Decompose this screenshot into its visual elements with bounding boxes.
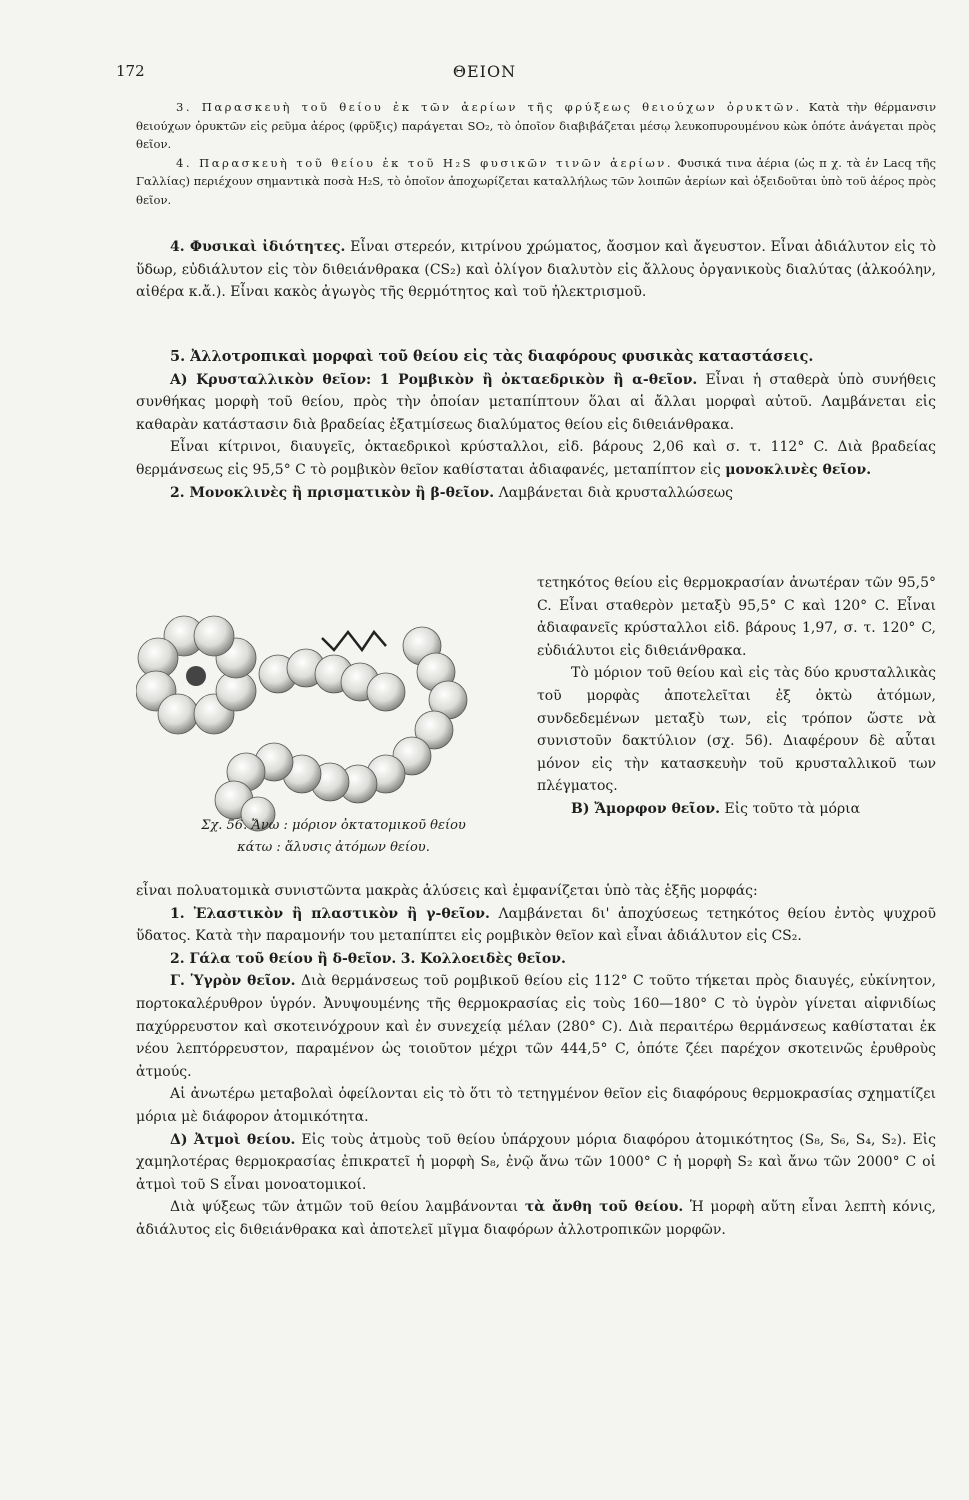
- amorphous-label: Β) Ἄμορφον θεῖον.: [571, 800, 721, 817]
- s8-ring-model: [136, 616, 256, 734]
- monoclinic-column: [537, 572, 936, 821]
- molecule-structure-text: Τὸ μόριον τοῦ θείου καὶ εἰς τὰς δύο κρυσταλλικὰς τοῦ μορφὰς ἀποτελεῖται ἐξ ὀκτὼ ἀτόμων, συνδεδεμένων μεταξὺ των, εἰς τρόπον ὥστε νὰ συνιστοῦν δακτύλιον (σχ. 56). Διαφέρουν δὲ αὗται μόνον εἰς τὴν κατασκευὴν τοῦ κρυσταλλικοῦ των πλέγματος.: [537, 665, 936, 795]
- page-header: [0, 62, 969, 86]
- milk-of-sulfur-label: 2. Γάλα τοῦ θείου ἢ δ-θεῖον.: [170, 950, 397, 967]
- rhombic-paragraph: [136, 369, 936, 437]
- monoclinic-label: 2. Μονοκλινὲς ἢ πρισματικὸν ἢ β-θεῖον.: [170, 484, 495, 501]
- method-3-text: Κατὰ τὴν θέρμανσιν θειούχων ὀρυκτῶν εἰς ρεῦμα ἀέρος (φρῦξις) παράγεται SO₂, τὸ ὁποῖον διαβιβάζεται μέσῳ λευκοπυρουμένου κὼκ ὁπότε ἀνάγεται πρὸς θεῖον.: [136, 100, 937, 151]
- method-4-text: Φυσικά τινα ἀέρια (ὡς π χ. τὰ ἐν Lacq τῆς Γαλλίας) περιέχουν σημαντικὰ ποσὰ H₂S, τὸ ὁποῖον ἀποχωρίζεται καταλλήλως τῶν λοιπῶν ἀερίων καὶ ὀξειδοῦται ὑπὸ τοῦ ἀέρος πρὸς θεῖον.: [136, 155, 937, 207]
- elastic-sulfur-text: Λαμβάνεται δι' ἀποχύσεως τετηκότος θείου ἐντὸς ψυχροῦ ὕδατος. Κατὰ τὴν παραμονήν του μεταπίπτει εἰς ρομβικὸν θεῖον καὶ εἶναι ἀδιάλυτον εἰς CS₂.: [136, 905, 936, 945]
- method-4: [136, 154, 936, 210]
- colloidal-sulfur-label: 3. Κολλοειδὲς θεῖον.: [400, 950, 566, 967]
- liquid-sulfur-text: Διὰ θερμάνσεως τοῦ ρομβικοῦ θείου εἰς 112° C τοῦτο τήκεται πρὸς διαυγές, εὐκίνητον, πορτοκαλέρυθρον ὑγρόν. Ἀνυψουμένης τῆς θερμοκρασίας εἰς τοὺς 160—180° C τὸ ὑγρὸν γίνεται αἰφνιδίως παχύρρευστον καὶ σκοτεινόχρουν καὶ ἐν συνεχείᾳ μέλαν (280° C). Διὰ περαιτέρω θερμάνσεως καθίσταται ἐκ νέου λεπτόρρευστον, παραμένον ὡς τοιοῦτον μέχρι τῶν 444,5° C, ὁπότε ζέει παρέχον σκοτεινῶς ἐρυθροὺς ἀτμούς.: [136, 973, 937, 1080]
- figure-caption-line-1: Σχ. 56. Ἄνω : μόριον ὀκτατομικοῦ θείου: [201, 818, 466, 833]
- allotropes-lower: [136, 880, 936, 1242]
- elastic-sulfur-paragraph: [136, 903, 936, 948]
- monoclinic-heading-line: [136, 482, 936, 505]
- physical-properties: [136, 236, 936, 304]
- method-3-label: 3. Παρασκευὴ τοῦ θείου ἐκ τῶν ἀερίων τῆς φρύξεως θειούχων ὀρυκτῶν.: [176, 100, 802, 114]
- rhombic-label: Α) Κρυσταλλικὸν θεῖον: 1 Ρομβικὸν ἢ ὀκταεδρικὸν ἢ α-θεῖον.: [170, 371, 698, 388]
- liquid-sulfur-label: Γ. Ὑγρὸν θεῖον.: [170, 973, 296, 990]
- figure-caption: [136, 815, 531, 859]
- milk-colloid-line: [136, 948, 936, 971]
- flowers-of-sulfur-term: τὰ ἄνθη τοῦ θείου.: [524, 1199, 684, 1216]
- running-title: ΘΕΙΟΝ: [452, 62, 517, 81]
- page-number: 172: [116, 62, 145, 80]
- rhombic-text-2: Εἶναι κίτρινοι, διαυγεῖς, ὀκταεδρικοὶ κρύσταλλοι, εἰδ. βάρους 2,06 καὶ σ. τ. 112° C. Διὰ βραδείας θερμάνσεως εἰς 95,5° C τὸ ρομβικὸν θεῖον καθίσταται ἀδιαφανές, μεταπίπτον εἰς: [136, 439, 936, 478]
- physical-properties-heading: 4. Φυσικαὶ ἰδιότητες.: [170, 239, 346, 255]
- monoclinic-ref: μονοκλινὲς θεῖον.: [725, 461, 872, 478]
- method-4-label: 4. Παρασκευὴ τοῦ θείου ἐκ τοῦ H₂S φυσικῶν τινῶν ἀερίων.: [176, 155, 673, 170]
- rhombic-text: Εἶναι ἡ σταθερὰ ὑπὸ συνήθεις συνθήκας μορφὴ τοῦ θείου, πρὸς τὴν ὁποίαν μεταπίπτουν ὅλαι αἱ ἄλλαι μορφαὶ αὐτοῦ. Λαμβάνεται εἰς καθαρὰν κατάστασιν διὰ βραδείας ἐξατμίσεως διαλύματος θείου εἰς διθειάνθρακα.: [136, 371, 936, 433]
- physical-properties-paragraph: [136, 236, 936, 304]
- liquid-sulfur-explanation: Αἱ ἀνωτέρω μεταβολαὶ ὀφείλονται εἰς τὸ ὅτι τὸ τετηγμένον θεῖον εἰς διαφόρους θερμοκρασίας σχηματίζει μόρια μὲ διάφορον ἀτομικότητα.: [136, 1086, 936, 1125]
- preparation-methods: [136, 98, 936, 209]
- amorphous-text-first: Εἰς τοῦτο τὰ μόρια: [724, 800, 861, 817]
- rhombic-paragraph-2: [136, 436, 936, 481]
- elastic-sulfur-label: 1. Ἐλαστικὸν ἢ πλαστικὸν ἢ γ-θεῖον.: [170, 905, 490, 922]
- physical-properties-text: Εἶναι στερεόν, κιτρίνου χρώματος, ἄοσμον καὶ ἄγευστον. Εἶναι ἀδιάλυτον εἰς τὸ ὕδωρ, εὐδιάλυτον εἰς τὸν διθειάνθρακα (CS₂) καὶ ὀλίγον διαλυτὸν εἰς ἄλλους ὀργανικοὺς διαλύτας (ἀλκοόλην, αἰθέρα κ.ἄ.). Εἶναι κακὸς ἀγωγὸς τῆς θερμότητος καὶ τοῦ ἠλεκτρισμοῦ.: [136, 239, 937, 301]
- sulfur-vapor-paragraph: [136, 1129, 936, 1197]
- method-3: [136, 98, 936, 154]
- monoclinic-text: τετηκότος θείου εἰς θερμοκρασίαν ἀνωτέραν τῶν 95,5° C. Εἶναι σταθερὸν μεταξὺ 95,5° C καὶ 120° C. Εἶναι ἀδιαφανεῖς κρύσταλλοι εἰδ. βάρους 1,97, σ. τ. 120° C, εὐδιάλυτοι εἰς διθειάνθρακα.: [537, 575, 936, 659]
- allotropes-heading: 5. Ἀλλοτροπικαὶ μορφαὶ τοῦ θείου εἰς τὰς διαφόρους φυσικὰς καταστάσεις.: [170, 348, 814, 365]
- flowers-of-sulfur-paragraph: [136, 1196, 936, 1241]
- figure-caption-line-2: κάτω : ἅλυσις ἀτόμων θείου.: [237, 840, 430, 855]
- liquid-sulfur-paragraph: [136, 970, 936, 1083]
- amorphous-heading-line: [537, 798, 936, 821]
- allotropes-upper: [136, 346, 936, 504]
- flowers-text-c: Ἡ μορφὴ αὕτη εἶναι λεπτὴ κόνις, ἀδιάλυτος εἰς διθειάνθρακα καὶ ἀποτελεῖ μῖγμα διαφόρων ἀλλοτροπικῶν μορφῶν.: [136, 1199, 936, 1238]
- monoclinic-text-first: Λαμβάνεται διὰ κρυσταλλώσεως: [498, 484, 734, 501]
- sulfur-vapor-label: Δ) Ἀτμοὶ θείου.: [170, 1131, 296, 1148]
- sulfur-vapor-text: Εἰς τοὺς ἀτμοὺς τοῦ θείου ὑπάρχουν μόρια διαφόρου ἀτομικότητος (S₈, S₆, S₄, S₂). Εἰς χαμηλοτέρας θερμοκρασίας ἐπικρατεῖ ἡ μορφὴ S₈, ἐνῷ ἄνω τῶν 1000° C ἡ μορφὴ S₂ καὶ ἄνω τῶν 2000° C οἱ ἀτμοὶ τοῦ S εἶναι μονοατομικοί.: [136, 1131, 937, 1193]
- flowers-text-a: Διὰ ψύξεως τῶν ἀτμῶν τοῦ θείου λαμβάνονται: [170, 1199, 519, 1216]
- amorphous-text: εἶναι πολυατομικὰ συνιστῶντα μακρὰς ἁλύσεις καὶ ἐμφανίζεται ὑπὸ τὰς ἑξῆς μορφάς:: [136, 883, 758, 899]
- s8-zigzag-structure: [322, 632, 386, 650]
